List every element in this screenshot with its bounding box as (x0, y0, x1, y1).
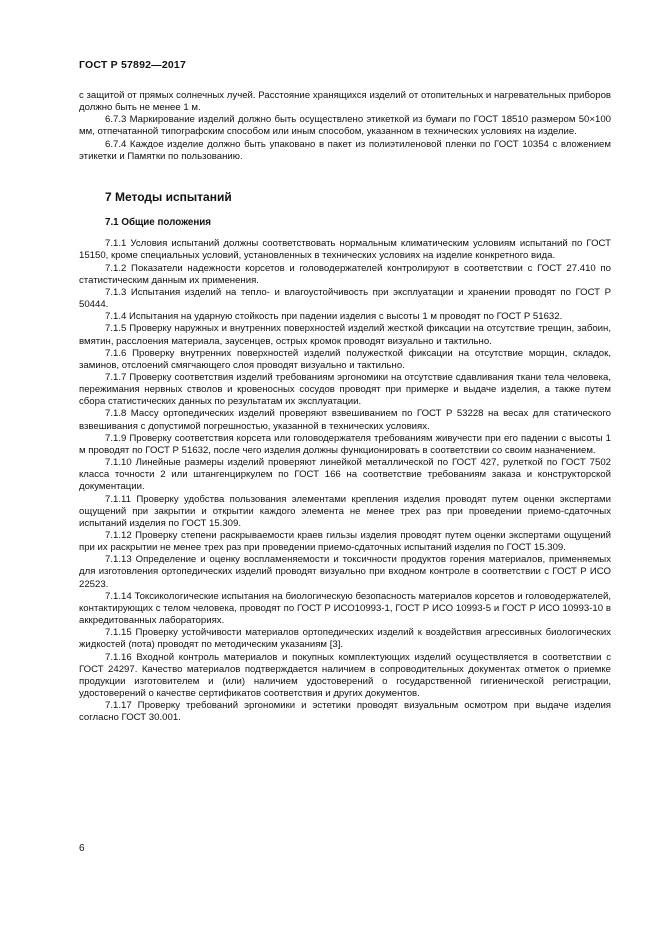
subsection-heading: 7.1 Общие положения (105, 217, 212, 229)
paragraph-7-1-8: 7.1.8 Массу ортопедических изделий проверяют взвешиванием по ГОСТ Р 53228 на весах для статического взвешивания с допустимой погрешностью, указанной в технических условиях. (79, 408, 611, 432)
paragraph-7-1-17: 7.1.17 Проверку требований эргономики и эстетики проводят визуальным осмотром при выдаче изделия согласно ГОСТ 30.001. (79, 700, 611, 724)
paragraph-7-1-5: 7.1.5 Проверку наружных и внутренних поверхностей изделий жесткой фиксации на отсутствие трещин, забоин, вмятин, расслоения материала, заусенцев, острых кромок проводят визуально и тактильно. (79, 323, 611, 347)
paragraph-7-1-1: 7.1.1 Условия испытаний должны соответствовать нормальным климатическим условиям испытаний по ГОСТ 15150, кроме специальных условий, установленных в технических условиях на изделие конкретного вида. (79, 238, 611, 262)
paragraph-7-1-7: 7.1.7 Проверку соответствия изделий требованиям эргономики на отсутствие сдавливания ткани тела человека, пережимания нервных стволов и кровеносных сосудов проводят при примерке и выдаче изделия, а также путем сбора статистических данных по результатам их эксплуатации. (79, 371, 611, 408)
paragraph-7-1-12: 7.1.12 Проверку степени раскрываемости краев гильзы изделия проводят путем оценки экспертами ощущений при их раскрытии не менее трех раз при проведении приемо-сдаточных испытаний изделия по ГОСТ 15.309. (79, 530, 611, 554)
page-number: 6 (79, 843, 85, 854)
paragraph-7-1-15: 7.1.15 Проверку устойчивости материалов ортопедических изделий к воздействия агрессивных биологических жидкостей (пота) проводят по методическим указаниям [3]. (79, 627, 611, 651)
page-body (79, 90, 611, 725)
paragraph-7-1-11: 7.1.11 Проверку удобства пользования элементами крепления изделия проводят путем оценки экспертами ощущений при закрытии и открытии каждого элемента не менее трех раз при проведении приемо-сдаточных испытаний изделия по ГОСТ 15.309. (79, 493, 611, 529)
paragraph-7-1-10: 7.1.10 Линейные размеры изделий проверяют линейкой металлической по ГОСТ 427, рулеткой по ГОСТ 7502 класса точности 2 или штангенциркулем по ГОСТ 166 на соответствие требованиям заказа и конструкторской документации. (79, 457, 611, 493)
paragraph-7-1-4: 7.1.4 Испытания на ударную стойкость при падении изделия с высоты 1 м проводят по ГОСТ Р 51632. (105, 311, 563, 323)
section-heading: 7 Методы испытаний (105, 189, 232, 204)
paragraph-7-1-13: 7.1.13 Определение и оценку воспламеняемости и токсичности продуктов горения материалов, применяемых для изготовления ортопедических изделий проводят визуально при входном контроле в соответствии с ГОСТ Р ИСО 22523. (79, 554, 611, 590)
paragraph-7-1-6: 7.1.6 Проверку внутренних поверхностей изделий полужесткой фиксации на отсутствие морщин, складок, заминов, отслоений смягчающего слоя проводят визуально и тактильно. (79, 347, 611, 371)
paragraph-6-7-3: 6.7.3 Маркирование изделий должно быть осуществлено этикеткой из бумаги по ГОСТ 18510 размером 50×100 мм, отпечатанной типографским способом или иным способом, указанном в технических условиях на изделие. (79, 114, 611, 138)
paragraph-7-1-3: 7.1.3 Испытания изделий на тепло- и влагоустойчивость при эксплуатации и хранении проводят по ГОСТ Р 50444. (79, 286, 611, 311)
paragraph-storage-continuation: с защитой от прямых солнечных лучей. Расстояние хранящихся изделий от отопительных и нагревательных приборов должно быть не менее 1 м. (79, 90, 611, 114)
paragraph-7-1-14: 7.1.14 Токсикологические испытания на биологическую безопасность материалов корсетов и головодержателей, контактирующих с телом человека, проводят по ГОСТ Р ИСО10993-1, ГОСТ Р ИСО 10993-5 и ГОСТ Р ИСО 10993-10 в аккредитованных лабораториях. (79, 590, 611, 627)
paragraph-7-1-9: 7.1.9 Проверку соответствия корсета или головодержателя требованиям живучести при его падении с высоты 1 м проводят по ГОСТ Р 51632, после чего изделия должны функционировать в соответствии со своим назначением. (79, 432, 611, 456)
document-code: ГОСТ Р 57892—2017 (79, 59, 187, 71)
paragraph-6-7-4: 6.7.4 Каждое изделие должно быть упаковано в пакет из полиэтиленовой пленки по ГОСТ 10354 с вложением этикетки и Памятки по пользованию. (79, 138, 611, 162)
paragraph-7-1-16: 7.1.16 Входной контроль материалов и покупных комплектующих изделий осуществляется в соответствии с ГОСТ 24297. Качество материалов подтверждается наличием в сопроводительных документах отметок о приемке продукции изготовителем и (или) наличием удостоверений о государственной гигиенической регистрации, удостоверений о качестве сертификатов соответствия и других документов. (79, 651, 611, 700)
paragraph-7-1-2: 7.1.2 Показатели надежности корсетов и головодержателей контролируют в соответствии с ГОСТ 27.410 по статистическим данным их применения. (79, 262, 611, 286)
